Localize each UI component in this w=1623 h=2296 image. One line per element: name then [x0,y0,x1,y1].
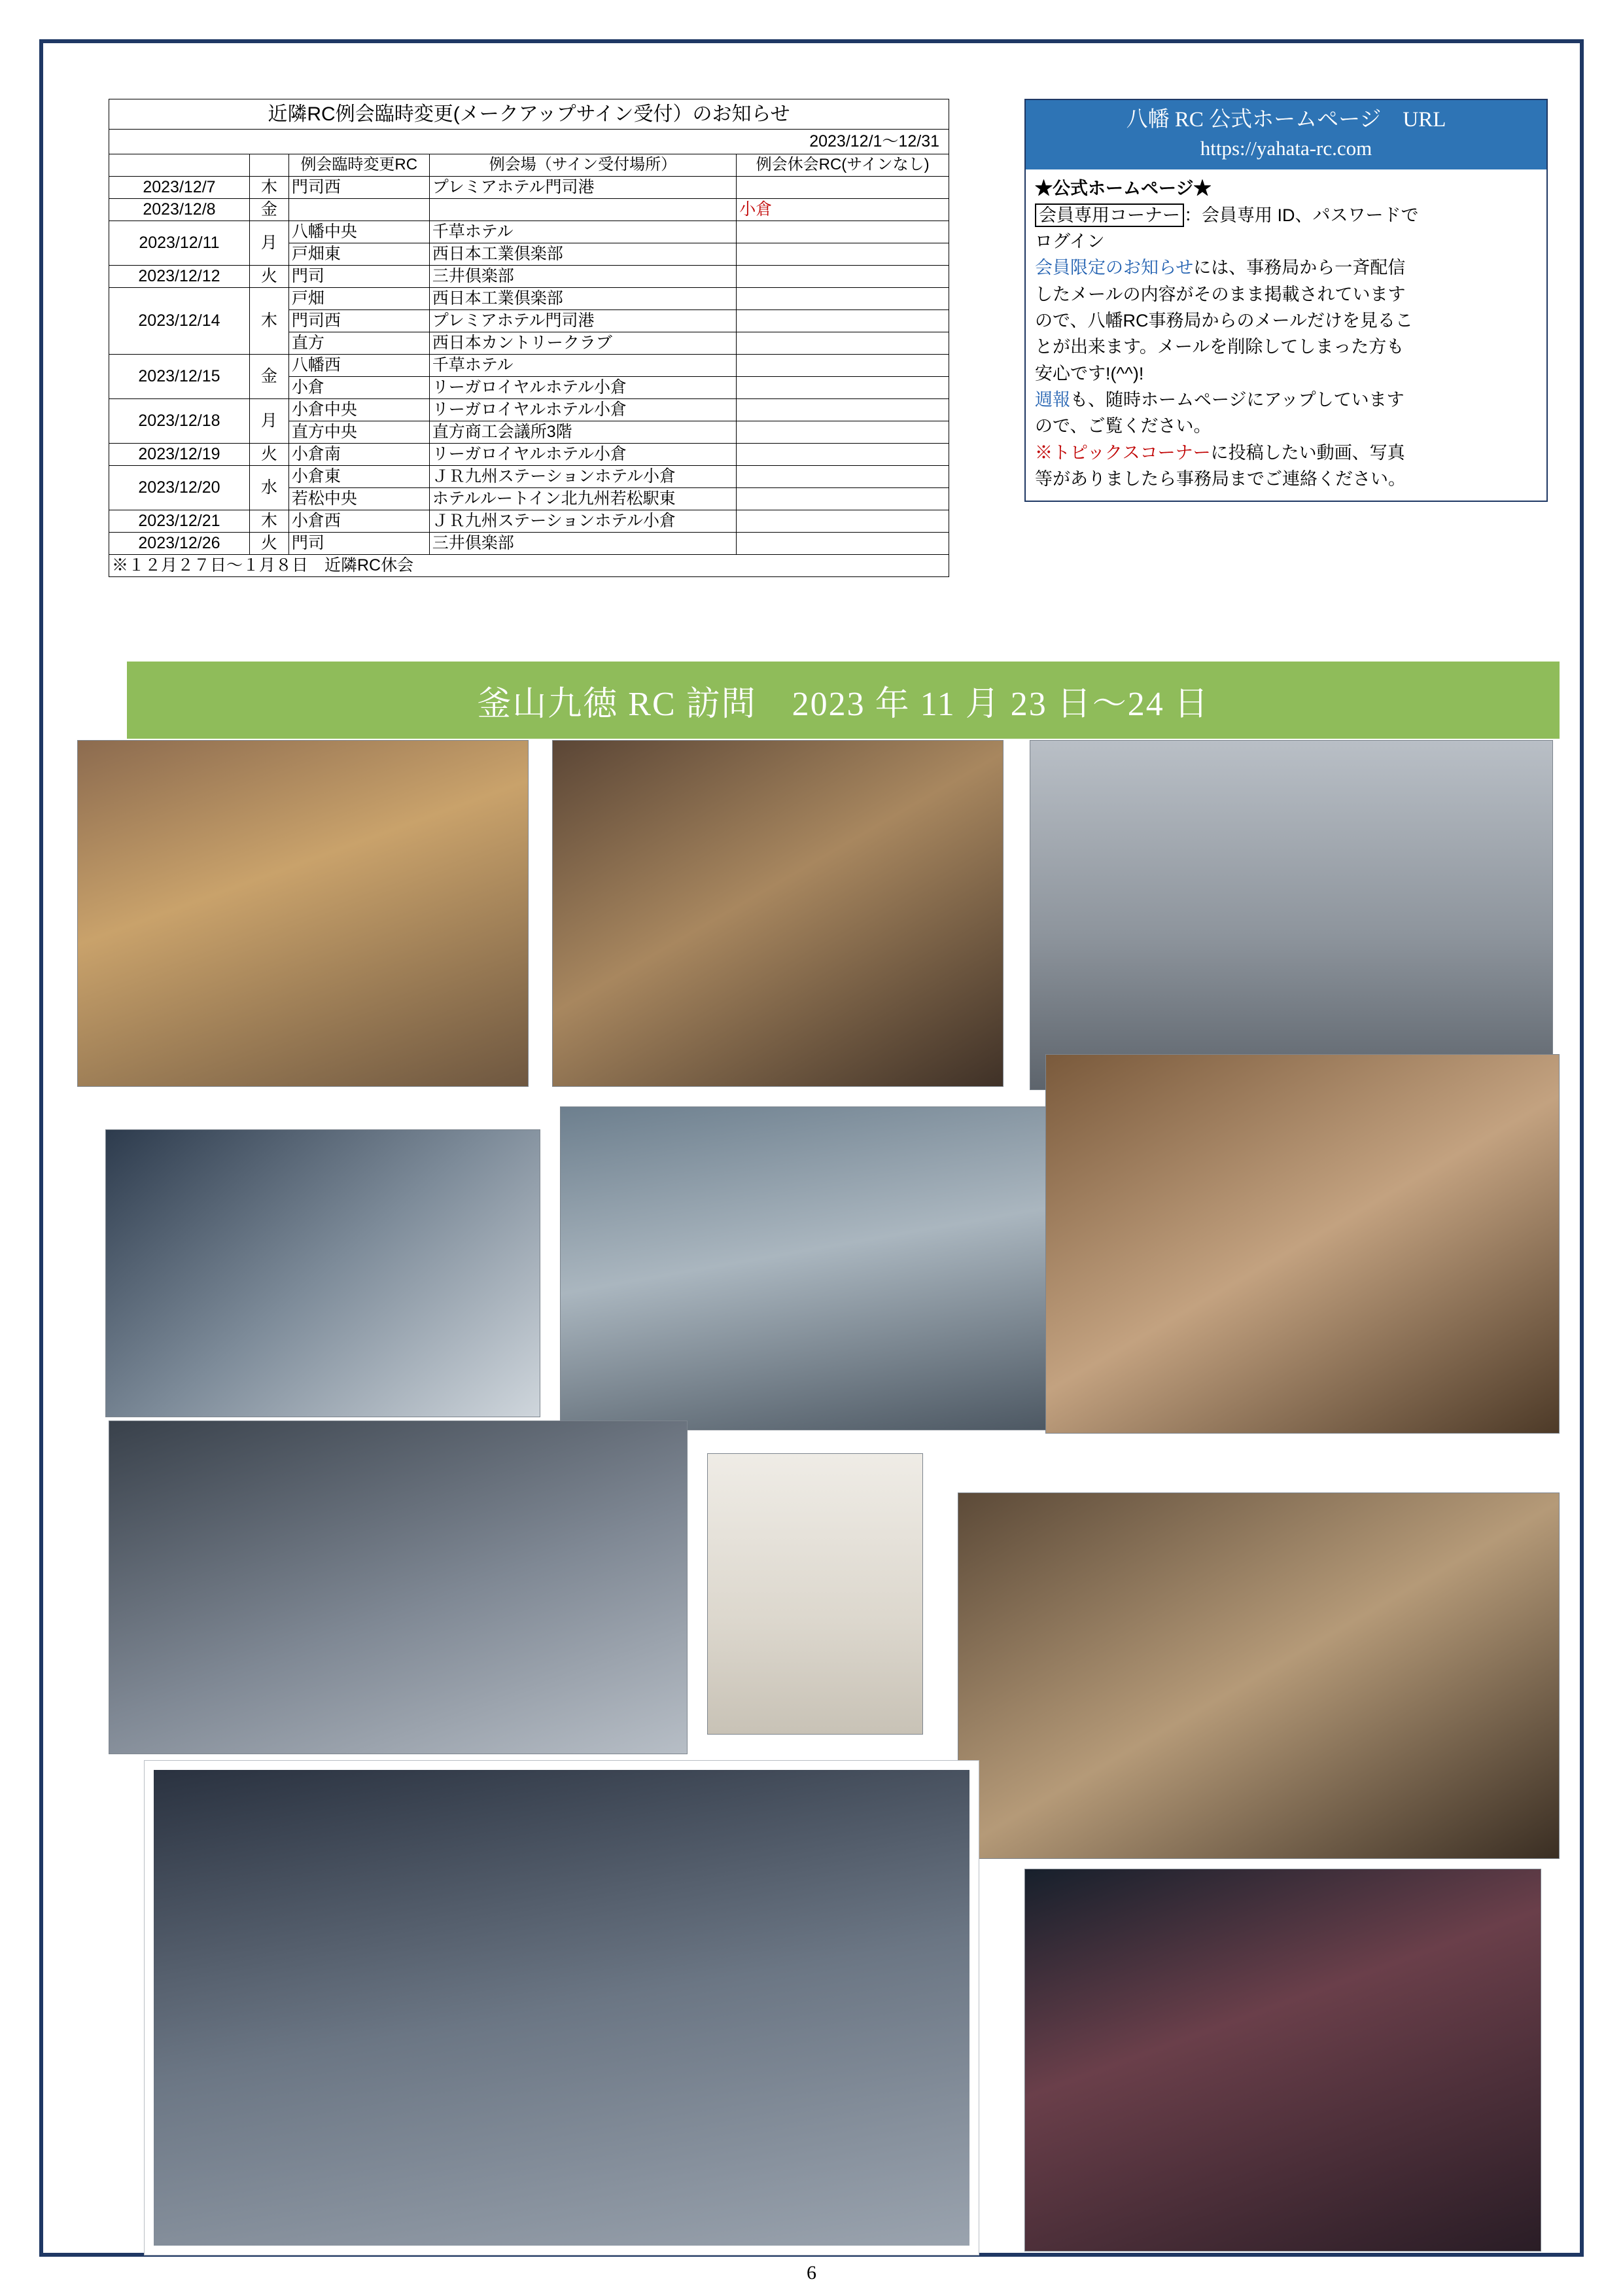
cell-place [429,198,737,221]
page-number: 6 [807,2262,816,2284]
schedule-table-block [109,99,949,577]
cell-date: 2023/12/12 [109,265,250,287]
cell-place: 千草ホテル [429,221,737,243]
cell-rc: 八幡中央 [288,221,429,243]
cell-dow: 木 [249,510,288,532]
cell-rc: 門司西 [288,309,429,332]
page-content [43,43,1580,2253]
cell-place: 三井倶楽部 [429,265,737,287]
cell-off [737,487,949,510]
photo-caption [708,1594,922,1595]
members-notice-line4: とが出来ます。メールを削除してしまった方も [1035,337,1405,357]
website-header [1026,100,1546,169]
cell-dow: 金 [249,198,288,221]
header-place: 例会場（サイン受付場所） [429,154,737,176]
cell-place: ホテルルートイン北九州若松駅東 [429,487,737,510]
section-banner [127,662,1560,739]
table-row [109,265,949,287]
photo-cake-cutting [552,740,1003,1087]
photo-caption [154,2007,969,2008]
cell-off [737,443,949,465]
cell-rc: 小倉中央 [288,398,429,421]
cell-dow: 火 [249,265,288,287]
cell-place: ＪＲ九州ステーションホテル小倉 [429,465,737,487]
topics-corner-keyword: ※トピックスコーナー [1035,442,1211,463]
cell-rc: 若松中央 [288,487,429,510]
photo-gift-presentation [105,1129,540,1417]
cell-rc: 戸畑東 [288,243,429,265]
table-row [109,443,949,465]
cell-dow: 金 [249,354,288,398]
cell-place: 千草ホテル [429,354,737,376]
cell-dow: 木 [249,287,288,354]
table-row [109,221,949,243]
cell-place: 西日本工業倶楽部 [429,287,737,309]
cell-date: 2023/12/26 [109,532,250,554]
cell-off [737,376,949,398]
cell-off [737,421,949,443]
cell-rc: 直方 [288,332,429,354]
member-corner-badge: 会員専用コーナー [1035,203,1184,227]
members-notice-text: には、事務局から一斉配信 [1193,258,1406,278]
cell-dow: 月 [249,398,288,443]
cell-dow: 火 [249,532,288,554]
website-url[interactable]: https://yahata-rc.com [1200,136,1372,160]
photo-caption [1046,1244,1559,1245]
cell-place: プレミアホテル門司港 [429,176,737,198]
photo-group-at-shrine [560,1106,1087,1430]
cell-rc: 戸畑 [288,287,429,309]
cell-place: リーガロイヤルホテル小倉 [429,443,737,465]
schedule-period-row [109,129,949,154]
weekly-report-line2: ので、ご覧ください。 [1035,416,1212,436]
weekly-report-keyword: 週報 [1035,390,1070,410]
members-notice-keyword: 会員限定のお知らせ [1035,258,1194,278]
cell-date: 2023/12/15 [109,354,250,398]
photo-station-banner-welcome [1030,740,1553,1090]
cell-date: 2023/12/20 [109,465,250,510]
photo-street-group [109,1421,688,1754]
cell-place: プレミアホテル門司港 [429,309,737,332]
header-off: 例会休会RC(サインなし) [737,154,949,176]
table-row [109,465,949,487]
photo-caption [106,1273,540,1274]
weekly-report-text: も、随時ホームページにアップしています [1070,390,1405,410]
cell-rc [288,198,429,221]
photo-program-booklet [707,1453,923,1735]
cell-off [737,243,949,265]
topics-corner-line1 [1035,440,1537,465]
header-date [109,154,250,176]
page-border [39,39,1584,2257]
members-notice-line3: ので、八幡RC事務局からのメールだけを見るこ [1035,311,1413,331]
cell-off: 小倉 [737,198,949,221]
photo-ceremony-stage-flags [77,740,529,1087]
cell-rc: 八幡西 [288,354,429,376]
cell-off [737,176,949,198]
cell-date: 2023/12/11 [109,221,250,265]
schedule-footnote: ※１２月２７日〜１月８日 近隣RC休会 [109,554,949,576]
cell-off [737,398,949,421]
cell-rc: 門司 [288,532,429,554]
cell-rc: 門司 [288,265,429,287]
cell-place: 西日本カントリークラブ [429,332,737,354]
schedule-footnote-row [109,554,949,576]
table-row [109,354,949,376]
cell-off [737,510,949,532]
cell-dow: 木 [249,176,288,198]
cell-place: リーガロイヤルホテル小倉 [429,398,737,421]
table-row [109,532,949,554]
website-header-title: 八幡 RC 公式ホームページ URL [1126,108,1446,132]
cell-off [737,287,949,309]
cell-off [737,221,949,243]
cell-rc: 小倉西 [288,510,429,532]
cell-rc: 小倉南 [288,443,429,465]
cell-place: 直方商工会議所3階 [429,421,737,443]
cell-date: 2023/12/7 [109,176,250,198]
photo-caption [109,1587,687,1588]
cell-date: 2023/12/8 [109,198,250,221]
cell-dow: 火 [249,443,288,465]
photo-dinner-table-large [1045,1054,1560,1434]
photo-restaurant-table [958,1492,1560,1859]
website-body [1026,169,1546,501]
cell-place: 三井倶楽部 [429,532,737,554]
table-row [109,398,949,421]
member-corner-line [1035,203,1537,228]
photo-large-group-ceremony [145,1761,979,2255]
cell-rc: 小倉東 [288,465,429,487]
table-row [109,287,949,309]
members-notice-line2: したメールの内容がそのまま掲載されています [1035,284,1406,304]
website-star-title: ★公式ホームページ★ [1035,179,1212,199]
cell-place: リーガロイヤルホテル小倉 [429,376,737,398]
cell-place: ＪＲ九州ステーションホテル小倉 [429,510,737,532]
header-dow [249,154,288,176]
cell-rc: 小倉 [288,376,429,398]
photo-night-street [1024,1869,1541,2252]
topics-corner-text: に投稿したい動画、写真 [1210,442,1405,463]
cell-off [737,309,949,332]
cell-dow: 月 [249,221,288,265]
members-notice-line1 [1035,255,1537,280]
schedule-table [109,99,949,577]
cell-off [737,465,949,487]
photo-caption [561,1268,1086,1269]
member-corner-line2: ログイン [1035,232,1105,252]
cell-off [737,532,949,554]
table-row [109,510,949,532]
schedule-header-row [109,154,949,176]
cell-off [737,265,949,287]
cell-date: 2023/12/14 [109,287,250,354]
members-notice-line5: 安心です!(^^)! [1035,363,1144,383]
official-website-box [1024,99,1548,502]
cell-date: 2023/12/19 [109,443,250,465]
cell-date: 2023/12/21 [109,510,250,532]
header-rc: 例会臨時変更RC [288,154,429,176]
topics-corner-line2: 等がありましたら事務局までご連絡ください。 [1035,469,1406,489]
cell-off [737,332,949,354]
schedule-title: 近隣RC例会臨時変更(メークアップサイン受付）のお知らせ [109,99,949,130]
cell-off [737,354,949,376]
cell-rc: 直方中央 [288,421,429,443]
table-row [109,176,949,198]
weekly-report-line1 [1035,387,1537,412]
cell-date: 2023/12/18 [109,398,250,443]
table-row [109,198,949,221]
schedule-period: 2023/12/1〜12/31 [109,129,949,154]
photo-caption [78,913,528,914]
schedule-title-row [109,99,949,130]
photo-caption [553,913,1003,914]
member-corner-text: ：会員専用 ID、パスワードで [1184,205,1419,225]
cell-rc: 門司西 [288,176,429,198]
cell-dow: 水 [249,465,288,510]
section-banner-title: 釜山九徳 RC 訪問 2023 年 11 月 23 日〜24 日 [477,685,1210,723]
cell-place: 西日本工業倶楽部 [429,243,737,265]
